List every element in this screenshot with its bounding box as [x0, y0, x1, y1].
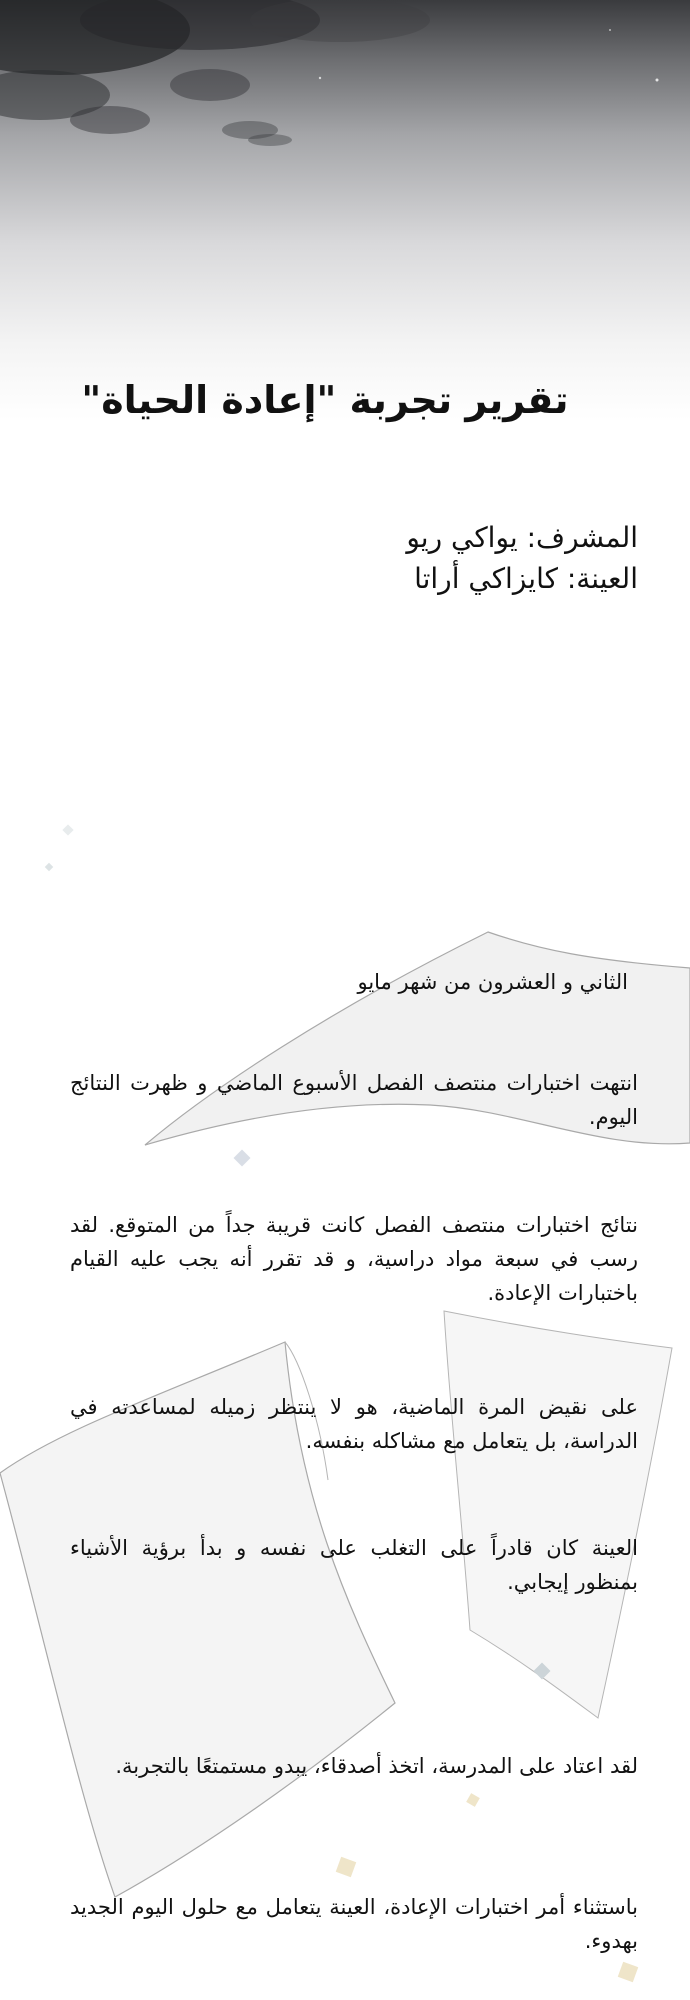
supervisor-line: المشرف: يواكي ريو: [406, 521, 638, 554]
paragraph-5: لقد اعتاد على المدرسة، اتخذ أصدقاء، يبدو مستمتعًا بالتجربة.: [115, 1754, 638, 1778]
paragraph-4: العينة كان قادراً على التغلب على نفسه و بدأ برؤية الأشياء بمنظور إيجابي.: [70, 1536, 638, 1595]
paragraph-1: انتهت اختبارات منتصف الفصل الأسبوع الماضي و ظهرت النتائج اليوم.: [70, 1071, 638, 1130]
report-title: تقرير تجربة "إعادة الحياة": [81, 378, 569, 422]
paragraph-6: باستثناء أمر اختبارات الإعادة، العينة يتعامل مع حلول اليوم الجديد بهدوء.: [70, 1895, 638, 1954]
paragraph-3: على نقيض المرة الماضية، هو لا ينتظر زميله لمساعدته في الدراسة، بل يتعامل مع مشاكله بنفسه.: [70, 1395, 638, 1454]
subject-line: العينة: كايزاكي أراتا: [414, 561, 638, 595]
paragraph-2: نتائج اختبارات منتصف الفصل كانت قريبة جداً من المتوقع. لقد رسب في سبعة مواد دراسية، و قد تقرر أنه يجب عليه القيام باختبارات الإعادة.: [70, 1213, 638, 1306]
report-date: الثاني و العشرون من شهر مايو: [357, 970, 628, 994]
credits-block: [138, 518, 638, 599]
